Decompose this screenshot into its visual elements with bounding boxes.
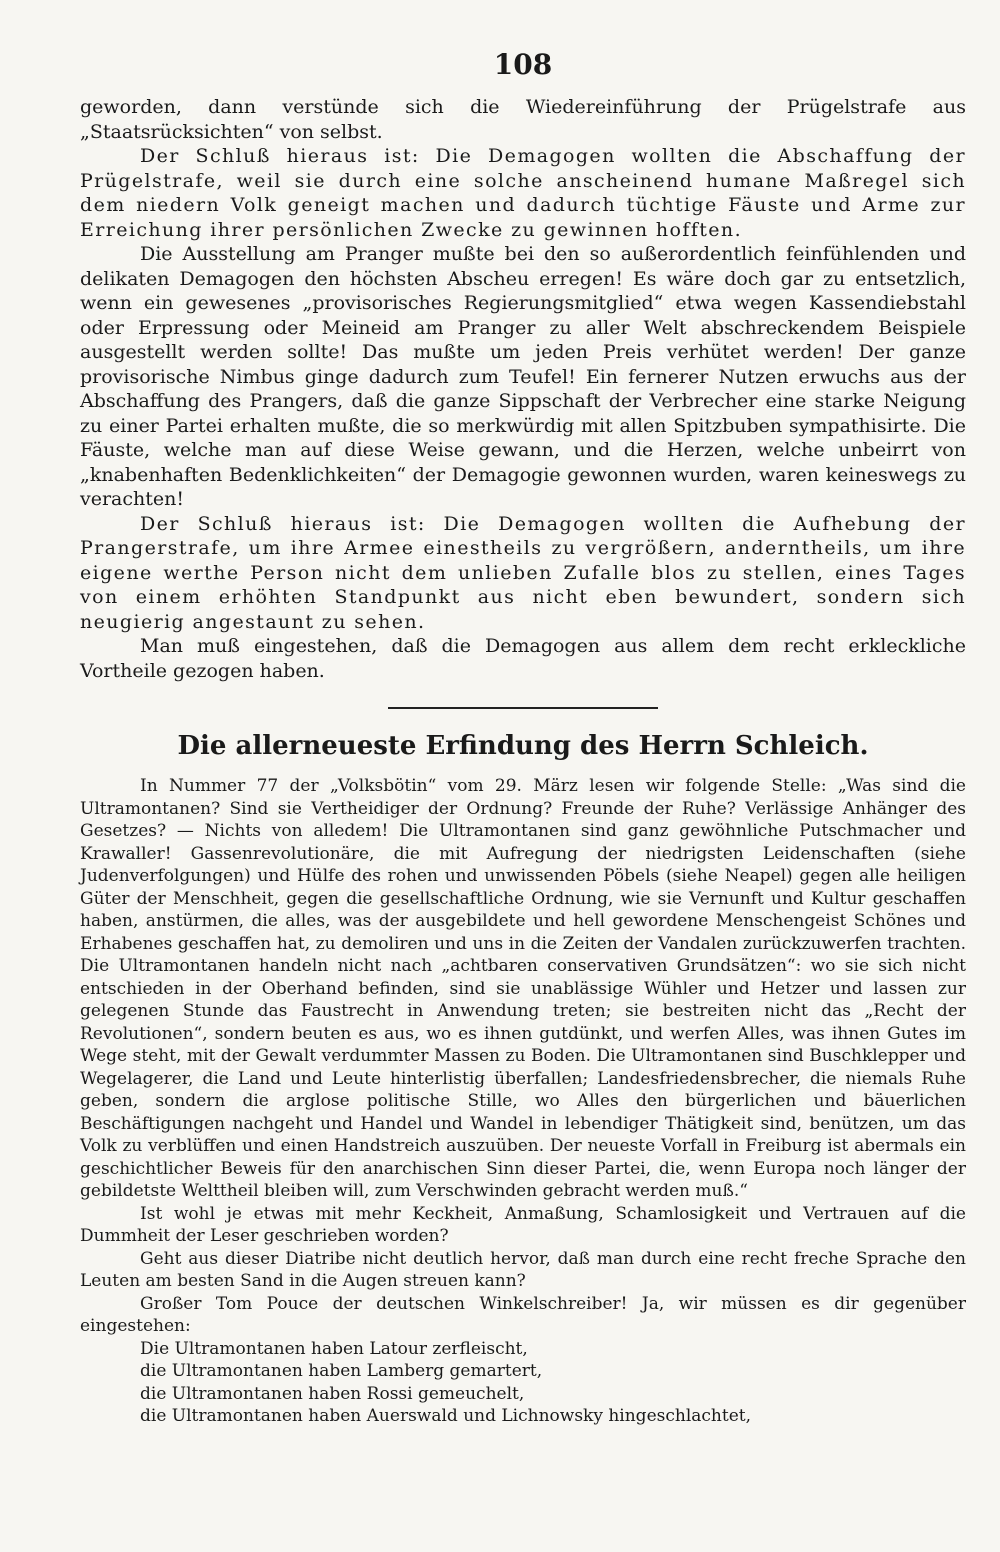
paragraph-1: geworden, dann verstünde sich die Wiedereinführung der Prügelstrafe aus „Staatsrücksichten“ von selbst.	[80, 96, 966, 143]
section-prugelstrafe	[80, 95, 966, 683]
paragraph-7: Geht aus dieser Diatribe nicht deutlich hervor, daß man durch eine recht freche Sprache den Leuten am besten Sand in die Augen streuen kann?	[80, 1248, 966, 1291]
paragraph-3: Die Ausstellung am Pranger mußte bei den so außerordentlich feinfühlenden und delikaten Demagogen den höchsten Abscheu erregen! Es wäre doch gar zu entsetzlich, wenn ein gewesenes „provisorisches Regierungsmitglied“ etwa wegen Kassendiebstahl oder Erpressung oder Meineid am Pranger zu aller Welt abschreckendem Beispiele ausgestellt werden sollte! Das mußte um jeden Preis verhütet werden! Der ganze provisorische Nimbus ginge dadurch zum Teufel! Ein fernerer Nutzen erwuchs aus der Abschaffung des Prangers, daß die ganze Sippschaft der Verbrecher eine starke Neigung zu einer Partei erhalten mußte, die so merkwürdig mit allen Spitzbuben sympathisirte. Die Fäuste, welche man auf diese Weise gewann, und die Herzen, welche unbeirrt von „knabenhaften Bedenklichkeiten“ der Demagogie gewonnen wurden, waren keineswegs zu verachten!	[80, 243, 966, 510]
paragraph-2: Der Schluß hieraus ist: Die Demagogen wollten die Abschaffung der Prügelstrafe, weil sie durch eine solche anscheinend humane Maßregel sich dem niedern Volk geneigt machen und dadurch tüchtige Fäuste und Arme zur Erreichung ihrer persönlichen Zwecke zu gewinnen hofften.	[80, 145, 966, 241]
paragraph-4: Der Schluß hieraus ist: Die Demagogen wollten die Aufhebung der Prangerstrafe, um ihre Armee einestheils zu vergrößern, anderntheils, um ihre eigene werthe Person nicht dem unlieben Zufalle blos zu stellen, eines Tages von einem erhöhten Standpunkt aus nicht eben bewundert, sondern sich neugierig angestaunt zu sehen.	[80, 512, 966, 633]
section-erfindung	[80, 731, 966, 1428]
page-number: 108	[493, 48, 553, 81]
quote-paragraph: In Nummer 77 der „Volksbötin“ vom 29. März lesen wir folgende Stelle: „Was sind die Ultramontanen? Sind sie Vertheidiger der Ordnung? Freunde der Ruhe? Verlässige Anhänger des Gesetzes? — Nichts von alledem! Die Ultramontanen sind ganz gewöhnliche Putschmacher und Krawaller! Gassenrevolutionäre, die mit Aufregung der niedrigsten Leidenschaften (siehe Judenverfolgungen) und Hülfe des rohen und unwissenden Pöbels (siehe Neapel) gegen alle heiligen Güter der Menschheit, gegen die gesellschaftliche Ordnung, wie sie Vernunft und Kultur geschaffen haben, anstürmen, die alles, was der ausgebildete und hell gewordene Menschengeist Schönes und Erhabenes geschaffen hat, zu demoliren und uns in die Zeiten der Vandalen zurückzuwerfen trachten. Die Ultramontanen handeln nicht nach „achtbaren conservativen Grundsätzen“: wo sie sich nicht entschieden in der Oberhand befinden, sind sie unablässige Wühler und Hetzer und lassen zur gelegenen Stunde das Faustrecht in Anwendung treten; sie bestreiten nicht das „Recht der Revolutionen“, sondern beuten es aus, wo es ihnen gutdünkt, und werfen Alles, was ihnen Gutes im Wege steht, mit der Gewalt verdummter Massen zu Boden. Die Ultramontanen sind Buschklepper und Wegelagerer, die Land und Leute hinterlistig überfallen; Landesfriedensbrecher, die niemals Ruhe geben, sondern die arglose politische Stille, wo Alles den bürgerlichen und bäuerlichen Beschäftigungen nachgeht und Handel und Wandel in lebendiger Thätigkeit sind, benützen, um das Volk zu verblüffen und einen Handstreich auszuüben. Der neueste Vorfall in Freiburg ist abermals ein geschichtlicher Beweis für den anarchischen Sinn dieser Partei, die, wenn Europa noch länger der gebildetste Welttheil bleiben will, zum Verschwinden gebracht werden muß.“	[80, 776, 966, 1201]
list-item: die Ultramontanen haben Auerswald und Lichnowsky hingeschlachtet,	[140, 1406, 751, 1426]
list-item: Die Ultramontanen haben Latour zerfleischt,	[140, 1338, 528, 1359]
section-divider	[388, 707, 658, 709]
paragraph-6: Ist wohl je etwas mit mehr Keckheit, Anmaßung, Schamlosigkeit und Vertrauen auf die Dummheit der Leser geschrieben worden?	[80, 1203, 966, 1246]
paragraph-8: Großer Tom Pouce der deutschen Winkelschreiber! Ja, wir müssen es dir gegenüber eingestehen:	[80, 1293, 966, 1336]
document-page	[80, 48, 966, 1428]
paragraph-5: Man muß eingestehen, daß die Demagogen aus allem dem recht erkleckliche Vortheile gezogen haben.	[80, 635, 966, 682]
list-item: die Ultramontanen haben Rossi gemeuchelt,	[140, 1383, 525, 1404]
section-heading: Die allerneueste Erfindung des Herrn Schleich.	[177, 731, 869, 761]
accusation-list	[80, 1338, 966, 1428]
list-item: die Ultramontanen haben Lamberg gemartert,	[140, 1361, 543, 1381]
